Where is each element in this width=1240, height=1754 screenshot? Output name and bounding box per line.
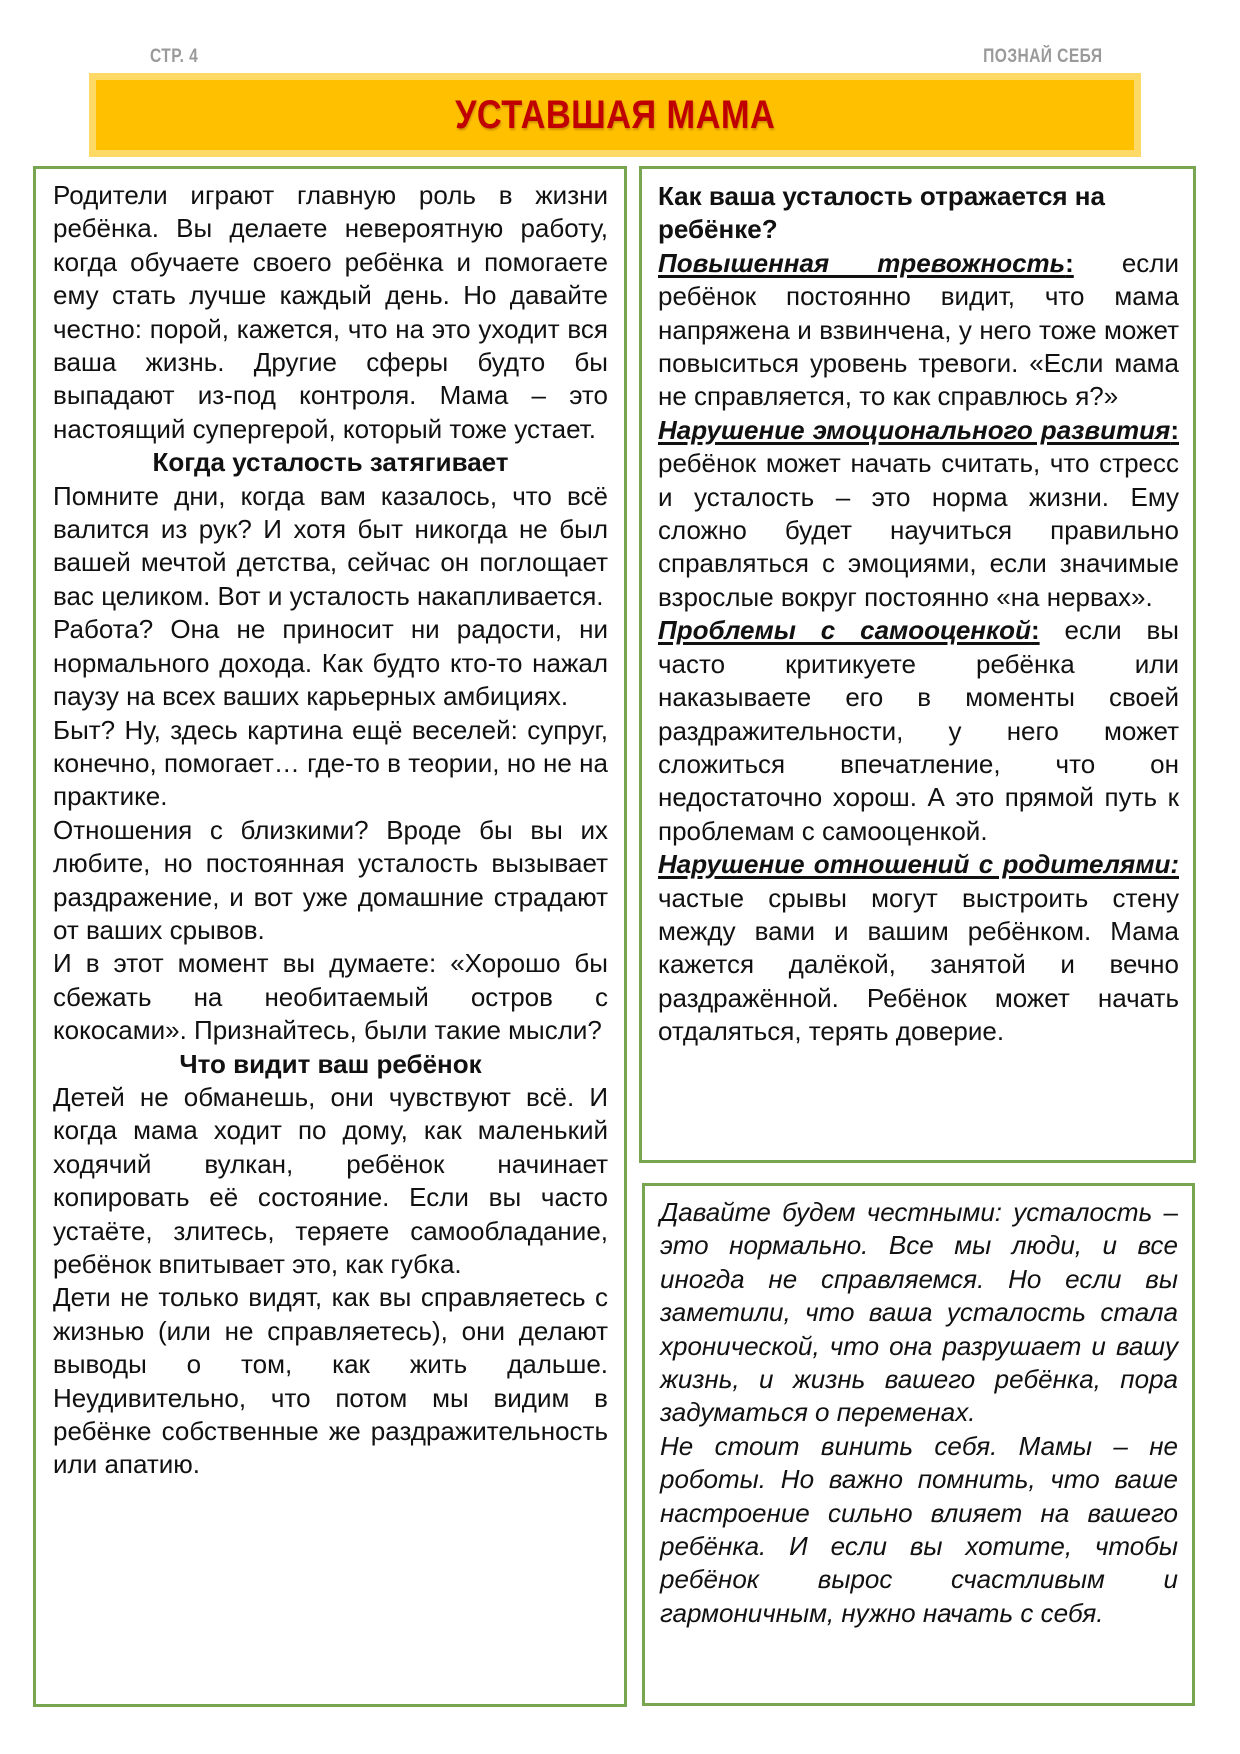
effect-item (658, 247, 1179, 414)
paragraph: И в этот момент вы думаете: «Хорошо бы сбежать на необитаемый остров с кокосами». Признайтесь, были такие мысли? (53, 948, 608, 1046)
callout-paragraph: Давайте будем честными: усталость – это нормально. Все мы люди, и все иногда не справляемся. Но если вы заметили, что ваша усталость стала хронической, что она разрушает и вашу жизнь, и жизнь вашего ребёнка, пора задуматься о переменах. (660, 1197, 1178, 1428)
effect-colon: : (1030, 615, 1040, 646)
effect-term: Проблемы с самооценкой (658, 615, 1031, 646)
paragraph: Детей не обманешь, они чувствуют всё. И когда мама ходит по дому, как маленький ходячий вулкан, ребёнок начинает копировать её состояние. Если вы часто устаёте, злитесь, теряете самообладание, ребёнок впитывает это, как губка. (53, 1081, 608, 1279)
paragraph: Работа? Она не приносит ни радости, ни нормального дохода. Как будто кто-то нажал паузу на всех ваших карьерных амбициях. (53, 614, 608, 712)
intro-paragraph: Родители играют главную роль в жизни ребёнка. Вы делаете невероятную работу, когда обучаете своего ребёнка и помогаете ему стать лучше каждый день. Но давайте честно: порой, кажется, что на это уходит вся ваша жизнь. Другие сферы будто бы выпадают из-под контроля. Мама – это настоящий супергерой, который тоже устает. (53, 180, 608, 444)
effect-colon: : (1065, 247, 1074, 278)
paragraph: Отношения с близкими? Вроде бы вы их любите, но постоянная усталость вызывает раздражение, и вот уже домашние страдают от ваших срывов. (53, 814, 608, 945)
effects-box (639, 166, 1196, 1163)
effects-heading: Как ваша усталость отражается на ребёнке? (658, 181, 1105, 245)
effect-text: если вы часто критикуете ребёнка или наказываете его в моменты своей раздражительности, у него может сложиться впечатление, что он недостаточно хорош. А это прямой путь к проблемам с самооценкой. (658, 615, 1179, 846)
title-banner (89, 73, 1141, 157)
effect-item (658, 848, 1179, 1048)
effect-colon: : (1170, 414, 1179, 445)
paragraph: Дети не только видят, как вы справляетесь с жизнью (или не справляетесь), они делают выводы о том, как жить дальше. Неудивительно, что потом мы видим в ребёнке собственные же раздражительность или апатию. (53, 1282, 608, 1480)
section-heading-fatigue: Когда усталость затягивает (152, 447, 509, 478)
callout-paragraph: Не стоит винить себя. Мамы – не роботы. Но важно помнить, что ваше настроение сильно влияет на вашего ребёнка. И если вы хотите, чтобы ребёнок вырос счастливым и гармоничным, нужно начать с себя. (660, 1430, 1178, 1628)
main-article-box (33, 166, 627, 1707)
effect-term: Повышенная тревожность (658, 247, 1066, 278)
effect-item (658, 414, 1179, 614)
effect-text: частые срывы могут выстроить стену между вами и вашим ребёнком. Мама кажется далёкой, занятой и вечно раздражённой. Ребёнок может начать отдаляться, терять доверие. (658, 882, 1179, 1047)
effect-term: Нарушение эмоционального развития (658, 414, 1171, 445)
effect-item (658, 614, 1179, 848)
effect-text: ребёнок может начать считать, что стресс и усталость – это норма жизни. Ему сложно будет научиться правильно справляться с эмоциями, если значимые взрослые вокруг постоянно «на нервах». (658, 448, 1179, 612)
effect-term: Нарушение отношений с родителями: (658, 849, 1179, 880)
callout-box (642, 1183, 1195, 1706)
section-title: ПОЗНАЙ СЕБЯ (982, 46, 1102, 67)
effect-text: если ребёнок постоянно видит, что мама напряжена и взвинчена, у него тоже может повыситься уровень тревоги. «Если мама не справляется, то как справлюсь я?» (658, 247, 1179, 412)
article-title: УСТАВШАЯ МАМА (454, 92, 776, 137)
page-number: СТР. 4 (150, 46, 199, 67)
paragraph: Помните дни, когда вам казалось, что всё валится из рук? И хотя быт никогда не был вашей мечтой детства, сейчас он поглощает вас целиком. Вот и усталость накапливается. (53, 480, 608, 611)
section-heading-child-sees: Что видит ваш ребёнок (179, 1048, 482, 1079)
paragraph: Быт? Ну, здесь картина ещё веселей: супруг, конечно, помогает… где-то в теории, но не на практике. (53, 714, 608, 812)
